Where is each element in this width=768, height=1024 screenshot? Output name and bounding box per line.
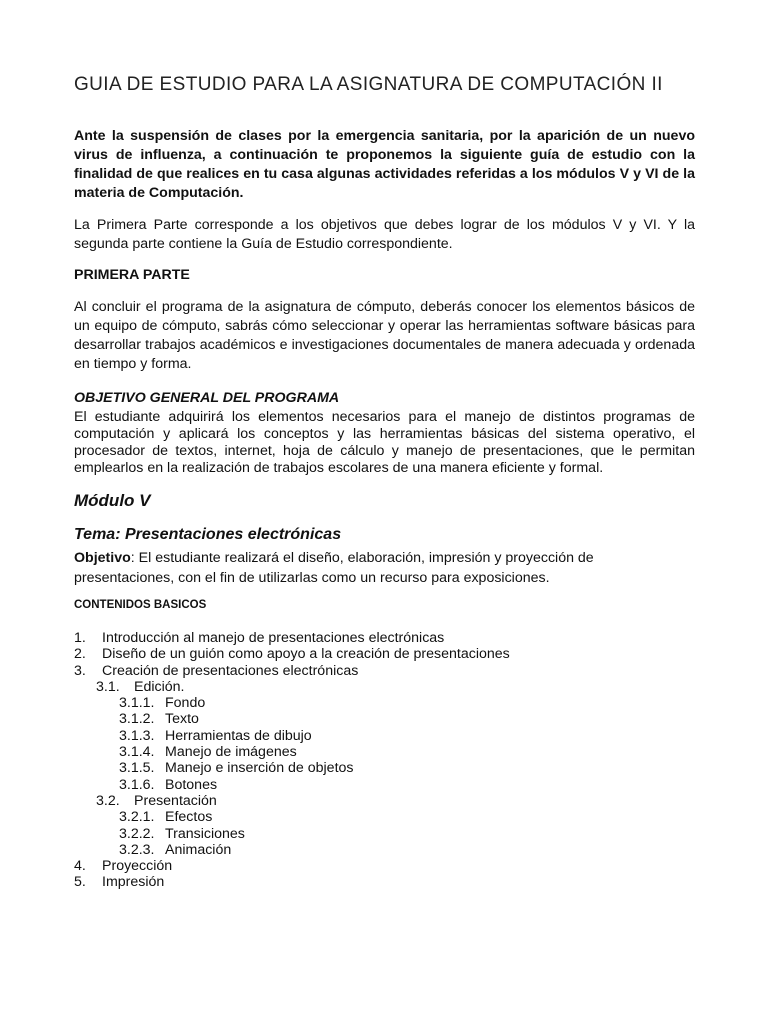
tema-heading: Tema: Presentaciones electrónicas bbox=[74, 526, 342, 543]
modulo-heading: Módulo V bbox=[74, 491, 151, 510]
list-item: 3.1.2. Texto bbox=[119, 711, 199, 728]
primera-parte-description: La Primera Parte corresponde a los objetivos que debes lograr de los módulos V y VI. Y la segunda parte contiene la Guía de Estudio correspondiente. bbox=[74, 217, 695, 252]
list-item: 3.2.2. Transiciones bbox=[119, 825, 245, 842]
list-item: 3.1.5. Manejo e inserción de objetos bbox=[119, 760, 354, 777]
list-item: 3.1.4. Manejo de imágenes bbox=[119, 744, 297, 761]
objetivo-text: : El estudiante realizará el diseño, elaboración, impresión y proyección de presentaciones, con el fin de utilizarlas como un recurso para exposiciones. bbox=[74, 550, 594, 586]
list-item: 2. Diseño de un guión como apoyo a la creación de presentaciones bbox=[74, 646, 510, 663]
document-title: GUIA DE ESTUDIO PARA LA ASIGNATURA DE COMPUTACIÓN II bbox=[74, 74, 663, 95]
objetivo-general-heading: OBJETIVO GENERAL DEL PROGRAMA bbox=[74, 390, 340, 406]
list-item: 3.1.3. Herramientas de dibujo bbox=[119, 727, 312, 744]
primera-parte-heading: PRIMERA PARTE bbox=[74, 267, 190, 283]
intro-paragraph: Ante la suspensión de clases por la emergencia sanitaria, por la aparición de un nuevo virus de influenza, a continuación te proponemos la siguiente guía de estudio con la finalidad de que realices en tu casa algunas actividades referidas a los módulos V y VI de la materia de Computación. bbox=[74, 128, 695, 201]
contents-list bbox=[74, 630, 510, 891]
list-item: 4. Proyección bbox=[74, 858, 173, 875]
program-conclusion-paragraph: Al concluir el programa de la asignatura de cómputo, deberás conocer los elementos básicos de un equipo de cómputo, sabrás cómo seleccionar y operar las herramientas software básicas para desarrollar trabajos académicos e investigaciones documentales de manera adecuada y ordenada en tiempo y forma. bbox=[74, 299, 695, 372]
list-item: 3.1. Edición. bbox=[96, 678, 185, 695]
list-item: 3.2.1. Efectos bbox=[119, 809, 213, 826]
list-item: 1. Introducción al manejo de presentaciones electrónicas bbox=[74, 630, 445, 646]
objetivo-general-text: El estudiante adquirirá los elementos necesarios para el manejo de distintos programas de computación y aplicará los conceptos y las herramientas básicas del sistema operativo, el procesador de textos, internet, hoja de cálculo y manejo de presentaciones, que le permitan emplearlos en la realización de trabajos escolares de una manera eficiente y formal. bbox=[74, 409, 695, 476]
contenidos-heading: CONTENIDOS BASICOS bbox=[74, 599, 207, 611]
list-item: 5. Impresión bbox=[74, 874, 165, 891]
list-item: 3.2.3. Animación bbox=[119, 841, 232, 858]
list-item: 3.1.6. Botones bbox=[119, 776, 218, 793]
objetivo-paragraph bbox=[74, 548, 614, 588]
objetivo-label: Objetivo bbox=[74, 550, 131, 566]
list-item: 3. Creación de presentaciones electrónicas bbox=[74, 662, 359, 679]
list-item: 3.1.1. Fondo bbox=[119, 695, 206, 712]
list-item: 3.2. Presentación bbox=[96, 792, 217, 809]
